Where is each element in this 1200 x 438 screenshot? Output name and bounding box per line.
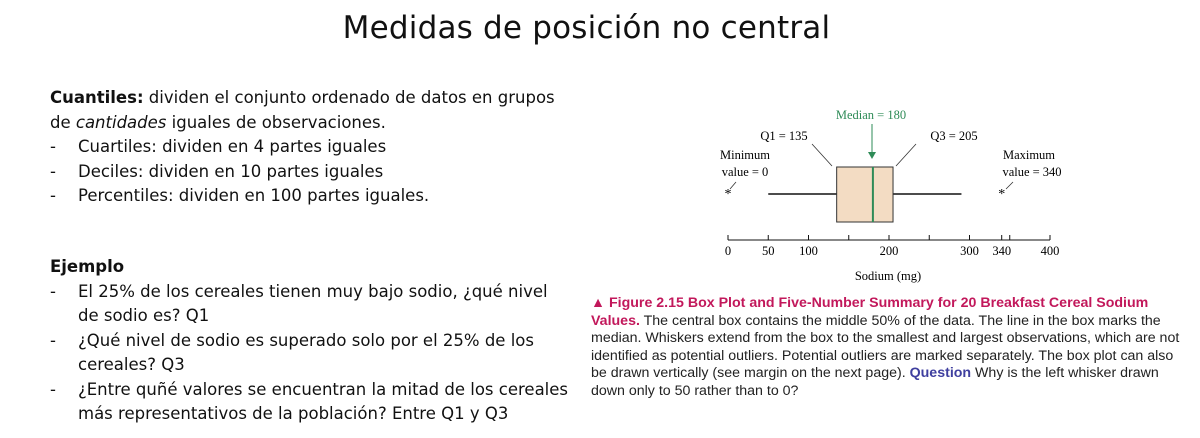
definition-text-a: dividen el conjunto ordenado de datos en grupos de <box>50 88 555 132</box>
example-section <box>50 255 570 427</box>
q1-pointer <box>812 144 832 166</box>
box-plot-figure <box>700 102 1100 294</box>
x-tick-label: 400 <box>1040 244 1060 258</box>
x-tick-label: 100 <box>799 244 818 258</box>
x-tick-label: 300 <box>960 244 979 258</box>
min-label-line1: Minimum <box>719 148 771 162</box>
example-heading <box>50 255 570 280</box>
example-list <box>50 280 570 427</box>
x-tick-label: 50 <box>762 244 775 258</box>
x-axis-label: Sodium (mg) <box>854 269 922 283</box>
list-item: - Deciles: dividen en 10 partes iguales <box>50 160 570 185</box>
caption-body: The central box contains the middle 50% of the data. The line in the box marks the median. Whiskers extend from the box to the smallest and largest observations, which are not identified as potential outliers. Potential outliers are marked separately. The box plot can also be drawn vertically (see margin on the next page). <box>591 312 1180 382</box>
median-label: Median = 180 <box>835 108 907 122</box>
definition-text-b: iguales de observaciones. <box>166 112 386 132</box>
cuantiles-definition <box>50 86 570 135</box>
x-tick-label: 0 <box>724 244 732 258</box>
outlier-max-marker: * <box>998 187 1006 202</box>
question-text: Why is the left whisker drawn down only to 50 rather than to 0? <box>591 365 1159 399</box>
example-heading-text: Ejemplo <box>50 257 125 276</box>
outlier-min-marker: * <box>724 187 732 202</box>
q3-label: Q3 = 205 <box>930 129 978 143</box>
list-item: - El 25% de los cereales tienen muy bajo sodio, ¿qué nivel de sodio es? Q1 <box>50 280 570 329</box>
list-item: - ¿Qué nivel de sodio es superado solo por el 25% de los cereales? Q3 <box>50 329 570 378</box>
median-arrowhead <box>868 152 876 159</box>
min-label-line2: value = 0 <box>721 165 769 179</box>
question-label: Question <box>909 365 972 382</box>
max-pointer <box>1006 182 1013 189</box>
x-axis-ticks <box>725 235 1060 258</box>
list-item: - Cuartiles: dividen en 4 partes iguales <box>50 135 570 160</box>
cuantiles-list <box>50 135 570 209</box>
list-item: - Percentiles: dividen en 100 partes iguales. <box>50 184 570 209</box>
max-label-line2: value = 340 <box>1002 165 1062 179</box>
x-tick-label: 200 <box>879 244 899 258</box>
cuantiles-section <box>50 86 570 209</box>
cuantiles-term: Cuantiles: <box>50 88 144 107</box>
q1-label: Q1 = 135 <box>760 129 808 143</box>
iqr-box <box>837 167 893 222</box>
q3-pointer <box>896 144 916 166</box>
page-title: Medidas de posición no central <box>342 10 831 46</box>
x-tick-label: 340 <box>992 244 1012 258</box>
figure-label: ▲ Figure 2.15 Box Plot and Five-Number Summary for 20 Breakfast Cereal Sodium Values. <box>591 295 1149 329</box>
definition-italic: cantidades <box>75 112 167 132</box>
list-item: - ¿Entre quñé valores se encuentran la mitad de los cereales más representativos de la población? Entre Q1 y Q3 <box>50 378 570 427</box>
figure-caption <box>591 295 1191 401</box>
max-label-line1: Maximum <box>1002 148 1056 162</box>
